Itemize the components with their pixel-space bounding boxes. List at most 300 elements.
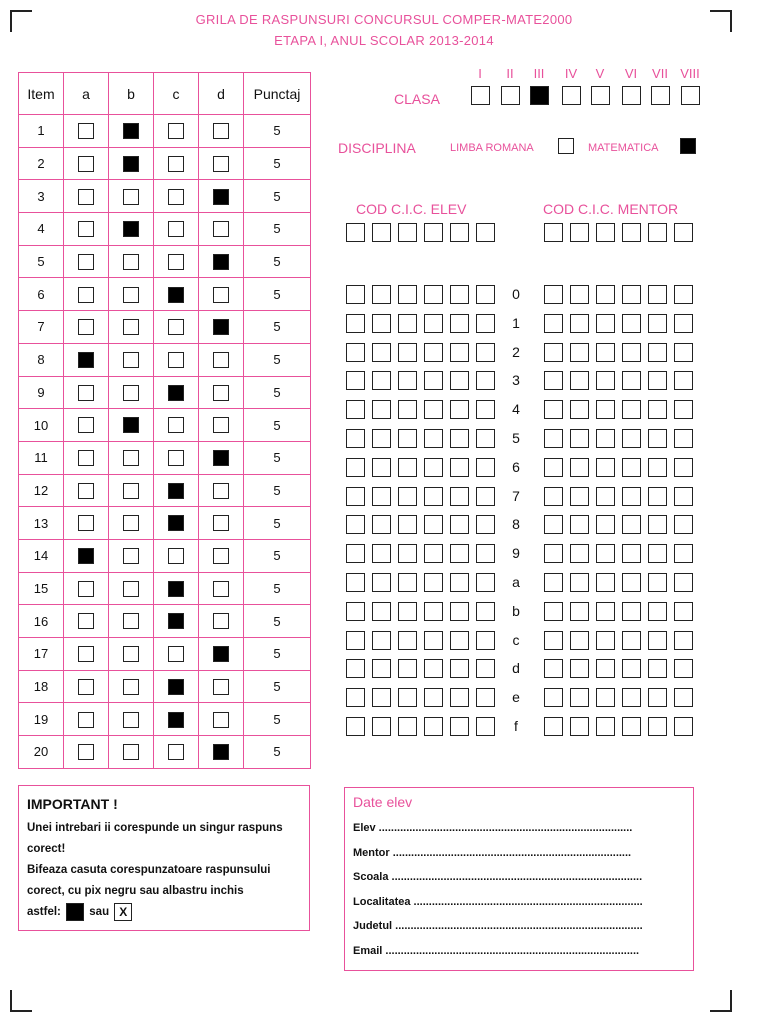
cod-mentor-digit-box[interactable]	[596, 717, 615, 736]
cod-elev-digit-box[interactable]	[476, 314, 495, 333]
cod-elev-digit-box[interactable]	[346, 573, 365, 592]
cod-elev-digit-box[interactable]	[372, 573, 391, 592]
cod-mentor-digit-box[interactable]	[570, 429, 589, 448]
cod-elev-digit-box[interactable]	[346, 429, 365, 448]
cod-elev-digit-box[interactable]	[398, 429, 417, 448]
cod-mentor-digit-box[interactable]	[544, 314, 563, 333]
cod-elev-digit-box[interactable]	[476, 400, 495, 419]
cod-mentor-input-box[interactable]	[648, 223, 667, 242]
cod-elev-digit-box[interactable]	[372, 688, 391, 707]
cod-elev-digit-box[interactable]	[372, 429, 391, 448]
cod-mentor-digit-box[interactable]	[544, 487, 563, 506]
cod-elev-digit-box[interactable]	[346, 717, 365, 736]
cod-elev-digit-box[interactable]	[450, 515, 469, 534]
cod-mentor-digit-box[interactable]	[596, 285, 615, 304]
answer-checkbox-a[interactable]	[78, 287, 94, 303]
cod-elev-digit-box[interactable]	[398, 544, 417, 563]
cod-mentor-digit-box[interactable]	[570, 688, 589, 707]
cod-elev-digit-box[interactable]	[398, 659, 417, 678]
cod-elev-digit-box[interactable]	[476, 515, 495, 534]
answer-checkbox-d[interactable]	[213, 679, 229, 695]
cod-mentor-digit-box[interactable]	[648, 343, 667, 362]
answer-checkbox-c[interactable]	[168, 385, 184, 401]
cod-mentor-digit-box[interactable]	[544, 371, 563, 390]
cod-elev-input-box[interactable]	[476, 223, 495, 242]
cod-mentor-digit-box[interactable]	[674, 717, 693, 736]
field-email[interactable]: Email ...................................................................................	[353, 944, 640, 957]
answer-checkbox-c[interactable]	[168, 352, 184, 368]
cod-elev-digit-box[interactable]	[372, 458, 391, 477]
cod-mentor-digit-box[interactable]	[674, 659, 693, 678]
cod-elev-digit-box[interactable]	[424, 602, 443, 621]
clasa-checkbox[interactable]	[530, 86, 549, 105]
cod-mentor-digit-box[interactable]	[648, 544, 667, 563]
cod-mentor-digit-box[interactable]	[622, 659, 641, 678]
cod-mentor-digit-box[interactable]	[648, 631, 667, 650]
answer-checkbox-c[interactable]	[168, 417, 184, 433]
cod-elev-digit-box[interactable]	[398, 573, 417, 592]
answer-checkbox-d[interactable]	[213, 515, 229, 531]
cod-mentor-digit-box[interactable]	[622, 688, 641, 707]
cod-mentor-digit-box[interactable]	[596, 400, 615, 419]
cod-mentor-digit-box[interactable]	[596, 371, 615, 390]
answer-checkbox-c[interactable]	[168, 123, 184, 139]
answer-checkbox-d[interactable]	[213, 385, 229, 401]
cod-elev-digit-box[interactable]	[450, 602, 469, 621]
cod-mentor-digit-box[interactable]	[674, 631, 693, 650]
field-judetul[interactable]: Judetul .................................................................................	[353, 920, 643, 932]
cod-elev-digit-box[interactable]	[424, 343, 443, 362]
cod-elev-digit-box[interactable]	[476, 458, 495, 477]
field-mentor[interactable]: Mentor ..............................................................................	[353, 846, 632, 859]
answer-checkbox-d[interactable]	[213, 613, 229, 629]
cod-elev-digit-box[interactable]	[450, 429, 469, 448]
cod-mentor-digit-box[interactable]	[648, 602, 667, 621]
cod-elev-digit-box[interactable]	[450, 631, 469, 650]
cod-elev-digit-box[interactable]	[346, 659, 365, 678]
answer-checkbox-a[interactable]	[78, 123, 94, 139]
cod-elev-digit-box[interactable]	[346, 458, 365, 477]
cod-elev-digit-box[interactable]	[346, 602, 365, 621]
cod-mentor-digit-box[interactable]	[596, 314, 615, 333]
cod-mentor-input-box[interactable]	[544, 223, 563, 242]
cod-mentor-digit-box[interactable]	[570, 285, 589, 304]
cod-mentor-input-box[interactable]	[596, 223, 615, 242]
answer-checkbox-a[interactable]	[78, 515, 94, 531]
cod-mentor-digit-box[interactable]	[674, 458, 693, 477]
cod-elev-digit-box[interactable]	[346, 314, 365, 333]
cod-mentor-digit-box[interactable]	[544, 659, 563, 678]
cod-elev-digit-box[interactable]	[424, 544, 443, 563]
cod-mentor-digit-box[interactable]	[622, 371, 641, 390]
cod-elev-digit-box[interactable]	[398, 458, 417, 477]
cod-elev-digit-box[interactable]	[372, 314, 391, 333]
cod-mentor-digit-box[interactable]	[674, 314, 693, 333]
cod-mentor-digit-box[interactable]	[622, 717, 641, 736]
cod-elev-digit-box[interactable]	[398, 717, 417, 736]
cod-mentor-digit-box[interactable]	[622, 602, 641, 621]
cod-elev-digit-box[interactable]	[372, 371, 391, 390]
cod-mentor-digit-box[interactable]	[674, 285, 693, 304]
answer-checkbox-a[interactable]	[78, 352, 94, 368]
answer-checkbox-d[interactable]	[213, 581, 229, 597]
cod-elev-digit-box[interactable]	[424, 717, 443, 736]
cod-mentor-digit-box[interactable]	[674, 544, 693, 563]
clasa-checkbox[interactable]	[651, 86, 670, 105]
cod-elev-input-box[interactable]	[424, 223, 443, 242]
answer-checkbox-d[interactable]	[213, 483, 229, 499]
cod-mentor-digit-box[interactable]	[648, 573, 667, 592]
field-elev[interactable]: Elev ...................................................................................	[353, 822, 633, 834]
clasa-checkbox[interactable]	[471, 86, 490, 105]
cod-elev-digit-box[interactable]	[346, 400, 365, 419]
cod-elev-digit-box[interactable]	[398, 314, 417, 333]
answer-checkbox-b[interactable]	[123, 123, 139, 139]
answer-checkbox-d[interactable]	[213, 319, 229, 335]
answer-checkbox-c[interactable]	[168, 254, 184, 270]
cod-mentor-digit-box[interactable]	[674, 515, 693, 534]
answer-checkbox-c[interactable]	[168, 712, 184, 728]
cod-elev-digit-box[interactable]	[424, 285, 443, 304]
answer-checkbox-a[interactable]	[78, 581, 94, 597]
cod-mentor-digit-box[interactable]	[596, 487, 615, 506]
cod-elev-digit-box[interactable]	[424, 688, 443, 707]
cod-mentor-digit-box[interactable]	[596, 458, 615, 477]
answer-checkbox-b[interactable]	[123, 352, 139, 368]
cod-mentor-digit-box[interactable]	[544, 544, 563, 563]
cod-elev-digit-box[interactable]	[476, 717, 495, 736]
answer-checkbox-d[interactable]	[213, 221, 229, 237]
cod-mentor-digit-box[interactable]	[622, 515, 641, 534]
answer-checkbox-b[interactable]	[123, 254, 139, 270]
cod-elev-digit-box[interactable]	[346, 487, 365, 506]
cod-elev-digit-box[interactable]	[476, 631, 495, 650]
cod-elev-digit-box[interactable]	[450, 659, 469, 678]
cod-mentor-digit-box[interactable]	[544, 631, 563, 650]
answer-checkbox-c[interactable]	[168, 450, 184, 466]
cod-mentor-digit-box[interactable]	[570, 573, 589, 592]
answer-checkbox-b[interactable]	[123, 319, 139, 335]
cod-elev-digit-box[interactable]	[372, 343, 391, 362]
clasa-checkbox[interactable]	[622, 86, 641, 105]
answer-checkbox-a[interactable]	[78, 744, 94, 760]
cod-elev-digit-box[interactable]	[450, 343, 469, 362]
cod-mentor-digit-box[interactable]	[544, 515, 563, 534]
cod-elev-digit-box[interactable]	[450, 371, 469, 390]
cod-elev-digit-box[interactable]	[372, 285, 391, 304]
cod-elev-digit-box[interactable]	[424, 400, 443, 419]
cod-elev-digit-box[interactable]	[346, 515, 365, 534]
clasa-checkbox[interactable]	[681, 86, 700, 105]
answer-checkbox-d[interactable]	[213, 744, 229, 760]
answer-checkbox-a[interactable]	[78, 189, 94, 205]
cod-mentor-digit-box[interactable]	[544, 688, 563, 707]
cod-elev-digit-box[interactable]	[424, 487, 443, 506]
cod-elev-digit-box[interactable]	[450, 573, 469, 592]
answer-checkbox-d[interactable]	[213, 156, 229, 172]
cod-elev-digit-box[interactable]	[372, 544, 391, 563]
cod-mentor-digit-box[interactable]	[570, 659, 589, 678]
answer-checkbox-b[interactable]	[123, 189, 139, 205]
cod-mentor-digit-box[interactable]	[648, 400, 667, 419]
cod-mentor-digit-box[interactable]	[570, 544, 589, 563]
cod-mentor-digit-box[interactable]	[544, 458, 563, 477]
cod-mentor-digit-box[interactable]	[596, 343, 615, 362]
cod-mentor-digit-box[interactable]	[596, 602, 615, 621]
cod-mentor-digit-box[interactable]	[622, 343, 641, 362]
cod-elev-digit-box[interactable]	[398, 631, 417, 650]
cod-mentor-digit-box[interactable]	[674, 429, 693, 448]
answer-checkbox-d[interactable]	[213, 548, 229, 564]
cod-elev-digit-box[interactable]	[346, 371, 365, 390]
answer-checkbox-b[interactable]	[123, 483, 139, 499]
cod-mentor-digit-box[interactable]	[570, 371, 589, 390]
cod-mentor-digit-box[interactable]	[544, 717, 563, 736]
cod-elev-digit-box[interactable]	[424, 429, 443, 448]
answer-checkbox-a[interactable]	[78, 613, 94, 629]
cod-elev-digit-box[interactable]	[372, 631, 391, 650]
cod-mentor-digit-box[interactable]	[674, 688, 693, 707]
cod-mentor-digit-box[interactable]	[596, 573, 615, 592]
cod-mentor-digit-box[interactable]	[622, 631, 641, 650]
answer-checkbox-d[interactable]	[213, 417, 229, 433]
cod-mentor-digit-box[interactable]	[622, 429, 641, 448]
answer-checkbox-c[interactable]	[168, 483, 184, 499]
answer-checkbox-b[interactable]	[123, 287, 139, 303]
cod-mentor-input-box[interactable]	[570, 223, 589, 242]
cod-mentor-digit-box[interactable]	[570, 602, 589, 621]
cod-mentor-digit-box[interactable]	[648, 314, 667, 333]
answer-checkbox-a[interactable]	[78, 646, 94, 662]
cod-mentor-digit-box[interactable]	[648, 487, 667, 506]
answer-checkbox-c[interactable]	[168, 189, 184, 205]
answer-checkbox-d[interactable]	[213, 450, 229, 466]
answer-checkbox-c[interactable]	[168, 319, 184, 335]
cod-elev-digit-box[interactable]	[476, 371, 495, 390]
answer-checkbox-a[interactable]	[78, 156, 94, 172]
cod-elev-digit-box[interactable]	[450, 717, 469, 736]
cod-elev-digit-box[interactable]	[424, 314, 443, 333]
cod-elev-digit-box[interactable]	[450, 400, 469, 419]
cod-elev-digit-box[interactable]	[476, 429, 495, 448]
cod-mentor-digit-box[interactable]	[596, 631, 615, 650]
cod-mentor-digit-box[interactable]	[544, 343, 563, 362]
answer-checkbox-b[interactable]	[123, 548, 139, 564]
cod-elev-digit-box[interactable]	[398, 487, 417, 506]
answer-checkbox-a[interactable]	[78, 221, 94, 237]
cod-elev-digit-box[interactable]	[372, 602, 391, 621]
answer-checkbox-d[interactable]	[213, 123, 229, 139]
answer-checkbox-a[interactable]	[78, 712, 94, 728]
answer-checkbox-c[interactable]	[168, 679, 184, 695]
cod-elev-digit-box[interactable]	[476, 343, 495, 362]
cod-mentor-digit-box[interactable]	[570, 515, 589, 534]
answer-checkbox-d[interactable]	[213, 352, 229, 368]
cod-mentor-digit-box[interactable]	[648, 717, 667, 736]
cod-mentor-digit-box[interactable]	[622, 487, 641, 506]
answer-checkbox-d[interactable]	[213, 712, 229, 728]
answer-checkbox-b[interactable]	[123, 613, 139, 629]
answer-checkbox-d[interactable]	[213, 189, 229, 205]
cod-elev-digit-box[interactable]	[476, 602, 495, 621]
cod-mentor-digit-box[interactable]	[544, 429, 563, 448]
cod-elev-digit-box[interactable]	[372, 515, 391, 534]
answer-checkbox-a[interactable]	[78, 679, 94, 695]
answer-checkbox-b[interactable]	[123, 744, 139, 760]
answer-checkbox-c[interactable]	[168, 646, 184, 662]
cod-mentor-digit-box[interactable]	[674, 487, 693, 506]
cod-elev-digit-box[interactable]	[476, 659, 495, 678]
cod-mentor-digit-box[interactable]	[648, 371, 667, 390]
clasa-checkbox[interactable]	[591, 86, 610, 105]
clasa-checkbox[interactable]	[562, 86, 581, 105]
cod-elev-digit-box[interactable]	[424, 631, 443, 650]
cod-elev-digit-box[interactable]	[346, 343, 365, 362]
cod-elev-digit-box[interactable]	[346, 285, 365, 304]
answer-checkbox-a[interactable]	[78, 319, 94, 335]
cod-mentor-digit-box[interactable]	[648, 515, 667, 534]
answer-checkbox-b[interactable]	[123, 450, 139, 466]
cod-mentor-digit-box[interactable]	[544, 400, 563, 419]
cod-elev-digit-box[interactable]	[346, 688, 365, 707]
cod-elev-digit-box[interactable]	[424, 659, 443, 678]
answer-checkbox-b[interactable]	[123, 417, 139, 433]
answer-checkbox-a[interactable]	[78, 483, 94, 499]
answer-checkbox-b[interactable]	[123, 156, 139, 172]
cod-mentor-digit-box[interactable]	[648, 429, 667, 448]
cod-mentor-digit-box[interactable]	[544, 285, 563, 304]
cod-mentor-digit-box[interactable]	[570, 400, 589, 419]
cod-elev-input-box[interactable]	[372, 223, 391, 242]
answer-checkbox-a[interactable]	[78, 548, 94, 564]
cod-mentor-digit-box[interactable]	[674, 343, 693, 362]
answer-checkbox-c[interactable]	[168, 548, 184, 564]
cod-elev-digit-box[interactable]	[398, 602, 417, 621]
cod-elev-digit-box[interactable]	[398, 400, 417, 419]
cod-mentor-digit-box[interactable]	[622, 400, 641, 419]
cod-elev-digit-box[interactable]	[398, 285, 417, 304]
answer-checkbox-a[interactable]	[78, 450, 94, 466]
cod-mentor-digit-box[interactable]	[570, 487, 589, 506]
cod-elev-digit-box[interactable]	[476, 688, 495, 707]
cod-mentor-digit-box[interactable]	[570, 458, 589, 477]
cod-mentor-digit-box[interactable]	[622, 573, 641, 592]
cod-elev-digit-box[interactable]	[346, 544, 365, 563]
cod-mentor-digit-box[interactable]	[674, 602, 693, 621]
cod-mentor-digit-box[interactable]	[648, 285, 667, 304]
cod-mentor-digit-box[interactable]	[570, 314, 589, 333]
disciplina-checkbox-matematica[interactable]	[680, 138, 696, 154]
answer-checkbox-c[interactable]	[168, 744, 184, 760]
answer-checkbox-b[interactable]	[123, 515, 139, 531]
answer-checkbox-c[interactable]	[168, 581, 184, 597]
answer-checkbox-a[interactable]	[78, 254, 94, 270]
answer-checkbox-a[interactable]	[78, 385, 94, 401]
cod-mentor-digit-box[interactable]	[544, 573, 563, 592]
clasa-checkbox[interactable]	[501, 86, 520, 105]
cod-elev-digit-box[interactable]	[476, 487, 495, 506]
cod-mentor-digit-box[interactable]	[596, 429, 615, 448]
cod-mentor-digit-box[interactable]	[570, 717, 589, 736]
cod-elev-digit-box[interactable]	[398, 688, 417, 707]
answer-checkbox-c[interactable]	[168, 221, 184, 237]
cod-elev-digit-box[interactable]	[476, 285, 495, 304]
cod-elev-input-box[interactable]	[398, 223, 417, 242]
cod-mentor-digit-box[interactable]	[648, 688, 667, 707]
answer-checkbox-d[interactable]	[213, 287, 229, 303]
cod-mentor-digit-box[interactable]	[596, 515, 615, 534]
cod-mentor-digit-box[interactable]	[622, 285, 641, 304]
cod-mentor-digit-box[interactable]	[596, 659, 615, 678]
cod-elev-digit-box[interactable]	[424, 458, 443, 477]
cod-elev-input-box[interactable]	[346, 223, 365, 242]
disciplina-checkbox-limba-romana[interactable]	[558, 138, 574, 154]
cod-mentor-digit-box[interactable]	[596, 544, 615, 563]
answer-checkbox-b[interactable]	[123, 712, 139, 728]
cod-mentor-digit-box[interactable]	[674, 573, 693, 592]
answer-checkbox-d[interactable]	[213, 254, 229, 270]
cod-mentor-digit-box[interactable]	[622, 544, 641, 563]
answer-checkbox-b[interactable]	[123, 221, 139, 237]
answer-checkbox-c[interactable]	[168, 515, 184, 531]
answer-checkbox-c[interactable]	[168, 287, 184, 303]
cod-mentor-digit-box[interactable]	[674, 400, 693, 419]
cod-elev-digit-box[interactable]	[450, 487, 469, 506]
cod-elev-digit-box[interactable]	[424, 371, 443, 390]
cod-mentor-digit-box[interactable]	[648, 458, 667, 477]
cod-elev-digit-box[interactable]	[476, 544, 495, 563]
cod-mentor-digit-box[interactable]	[622, 314, 641, 333]
field-scoala[interactable]: Scoala ..................................................................................	[353, 871, 643, 883]
cod-elev-digit-box[interactable]	[424, 573, 443, 592]
cod-elev-digit-box[interactable]	[398, 515, 417, 534]
cod-elev-digit-box[interactable]	[372, 487, 391, 506]
cod-elev-digit-box[interactable]	[372, 717, 391, 736]
cod-elev-digit-box[interactable]	[476, 573, 495, 592]
cod-mentor-input-box[interactable]	[674, 223, 693, 242]
answer-checkbox-c[interactable]	[168, 156, 184, 172]
cod-elev-digit-box[interactable]	[450, 544, 469, 563]
answer-checkbox-b[interactable]	[123, 679, 139, 695]
answer-checkbox-c[interactable]	[168, 613, 184, 629]
cod-mentor-digit-box[interactable]	[544, 602, 563, 621]
answer-checkbox-a[interactable]	[78, 417, 94, 433]
cod-mentor-input-box[interactable]	[622, 223, 641, 242]
cod-mentor-digit-box[interactable]	[570, 631, 589, 650]
cod-elev-digit-box[interactable]	[398, 343, 417, 362]
cod-elev-input-box[interactable]	[450, 223, 469, 242]
cod-elev-digit-box[interactable]	[450, 458, 469, 477]
cod-mentor-digit-box[interactable]	[570, 343, 589, 362]
cod-mentor-digit-box[interactable]	[674, 371, 693, 390]
cod-mentor-digit-box[interactable]	[648, 659, 667, 678]
cod-elev-digit-box[interactable]	[372, 659, 391, 678]
answer-checkbox-b[interactable]	[123, 385, 139, 401]
cod-mentor-digit-box[interactable]	[596, 688, 615, 707]
answer-checkbox-b[interactable]	[123, 646, 139, 662]
cod-elev-digit-box[interactable]	[450, 314, 469, 333]
cod-elev-digit-box[interactable]	[450, 688, 469, 707]
cod-elev-digit-box[interactable]	[346, 631, 365, 650]
cod-elev-digit-box[interactable]	[450, 285, 469, 304]
cod-elev-digit-box[interactable]	[372, 400, 391, 419]
answer-checkbox-d[interactable]	[213, 646, 229, 662]
cod-elev-digit-box[interactable]	[398, 371, 417, 390]
field-localitatea[interactable]: Localitatea ...........................................................................	[353, 895, 643, 908]
cod-elev-digit-box[interactable]	[424, 515, 443, 534]
cod-mentor-digit-box[interactable]	[622, 458, 641, 477]
answer-checkbox-b[interactable]	[123, 581, 139, 597]
